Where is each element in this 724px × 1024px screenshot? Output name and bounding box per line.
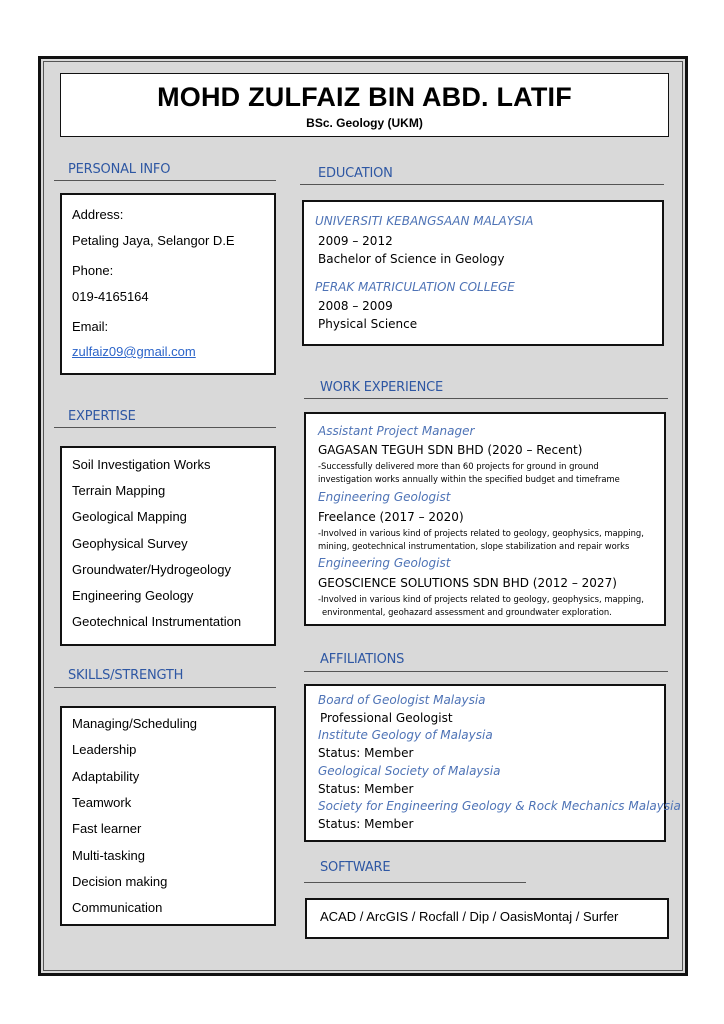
- job-description: investigation works annually within the specified budget and timeframe: [318, 474, 620, 484]
- expertise-divider: [54, 427, 276, 428]
- software-box: [305, 898, 669, 939]
- affiliation-org: Board of Geologist Malaysia: [318, 693, 486, 707]
- affiliation-status: Status: Member: [318, 817, 414, 831]
- list-item: Groundwater/Hydrogeology: [72, 562, 231, 577]
- software-divider: [304, 882, 526, 883]
- job-company: GAGASAN TEGUH SDN BHD (2020 – Recent): [318, 443, 583, 457]
- work-title: WORK EXPERIENCE: [320, 380, 444, 395]
- job-role: Assistant Project Manager: [318, 424, 475, 438]
- skills-box: [60, 706, 276, 926]
- candidate-degree: BSc. Geology (UKM): [306, 116, 423, 130]
- education-years: 2009 – 2012: [318, 234, 393, 248]
- job-description: mining, geotechnical instrumentation, slope stabilization and repair works: [318, 541, 630, 551]
- affiliations-divider: [304, 671, 668, 672]
- job-description: environmental, geohazard assessment and groundwater exploration.: [322, 607, 612, 617]
- job-role: Engineering Geologist: [318, 490, 451, 504]
- list-item: Adaptability: [72, 769, 140, 784]
- work-divider: [304, 398, 668, 399]
- affiliation-status: Professional Geologist: [320, 711, 453, 725]
- email-link[interactable]: zulfaiz09@gmail.com: [72, 344, 196, 359]
- list-item: Soil Investigation Works: [72, 457, 211, 472]
- education-detail: Physical Science: [318, 317, 418, 331]
- education-divider: [300, 184, 664, 185]
- address-label: Address:: [72, 207, 124, 222]
- list-item: Leadership: [72, 742, 137, 757]
- address-value: Petaling Jaya, Selangor D.E: [72, 233, 235, 248]
- list-item: Fast learner: [72, 821, 142, 836]
- education-title: EDUCATION: [318, 166, 393, 181]
- job-company: GEOSCIENCE SOLUTIONS SDN BHD (2012 – 2027): [318, 576, 617, 590]
- job-description: -Involved in various kind of projects related to geology, geophysics, mapping,: [318, 594, 644, 604]
- affiliation-org: Geological Society of Malaysia: [318, 764, 501, 778]
- job-description: -Involved in various kind of projects related to geology, geophysics, mapping,: [318, 528, 644, 538]
- list-item: Geological Mapping: [72, 509, 187, 524]
- job-role: Engineering Geologist: [318, 556, 451, 570]
- list-item: Geophysical Survey: [72, 536, 188, 551]
- personal-info-title: PERSONAL INFO: [68, 162, 171, 177]
- list-item: Terrain Mapping: [72, 483, 166, 498]
- list-item: Decision making: [72, 874, 168, 889]
- list-item: Geotechnical Instrumentation: [72, 614, 242, 629]
- affiliation-org: Institute Geology of Malaysia: [318, 728, 493, 742]
- expertise-title: EXPERTISE: [68, 409, 136, 424]
- affiliations-box: [304, 684, 681, 842]
- software-list: ACAD / ArcGIS / Rocfall / Dip / OasisMontaj / Surfer: [320, 909, 619, 924]
- software-title: SOFTWARE: [320, 860, 391, 875]
- job-company: Freelance (2017 – 2020): [318, 510, 464, 524]
- personal-info-divider: [54, 180, 276, 181]
- affiliation-status: Status: Member: [318, 782, 414, 796]
- candidate-name: MOHD ZULFAIZ BIN ABD. LATIF: [157, 82, 572, 112]
- list-item: Teamwork: [72, 795, 132, 810]
- expertise-box: [60, 446, 276, 646]
- phone-value: 019-4165164: [72, 289, 149, 304]
- phone-label: Phone:: [72, 263, 114, 278]
- list-item: Multi-tasking: [72, 848, 145, 863]
- job-description: -Successfully delivered more than 60 projects for ground in ground: [318, 461, 599, 471]
- affiliation-status: Status: Member: [318, 746, 414, 760]
- skills-divider: [54, 687, 276, 688]
- affiliations-title: AFFILIATIONS: [320, 652, 405, 667]
- education-box: [302, 200, 664, 346]
- email-label: Email:: [72, 319, 109, 334]
- education-school: UNIVERSITI KEBANGSAAN MALAYSIA: [315, 214, 534, 228]
- work-box: [304, 412, 666, 626]
- education-years: 2008 – 2009: [318, 299, 393, 313]
- personal-info-box: [60, 193, 276, 375]
- skills-title: SKILLS/STRENGTH: [68, 668, 184, 683]
- list-item: Managing/Scheduling: [72, 716, 198, 731]
- list-item: Communication: [72, 900, 163, 915]
- affiliation-org: Society for Engineering Geology & Rock Mechanics Malaysia: [318, 799, 681, 813]
- header-box: [60, 73, 669, 137]
- education-detail: Bachelor of Science in Geology: [318, 252, 505, 266]
- education-school: PERAK MATRICULATION COLLEGE: [315, 280, 515, 294]
- list-item: Engineering Geology: [72, 588, 194, 603]
